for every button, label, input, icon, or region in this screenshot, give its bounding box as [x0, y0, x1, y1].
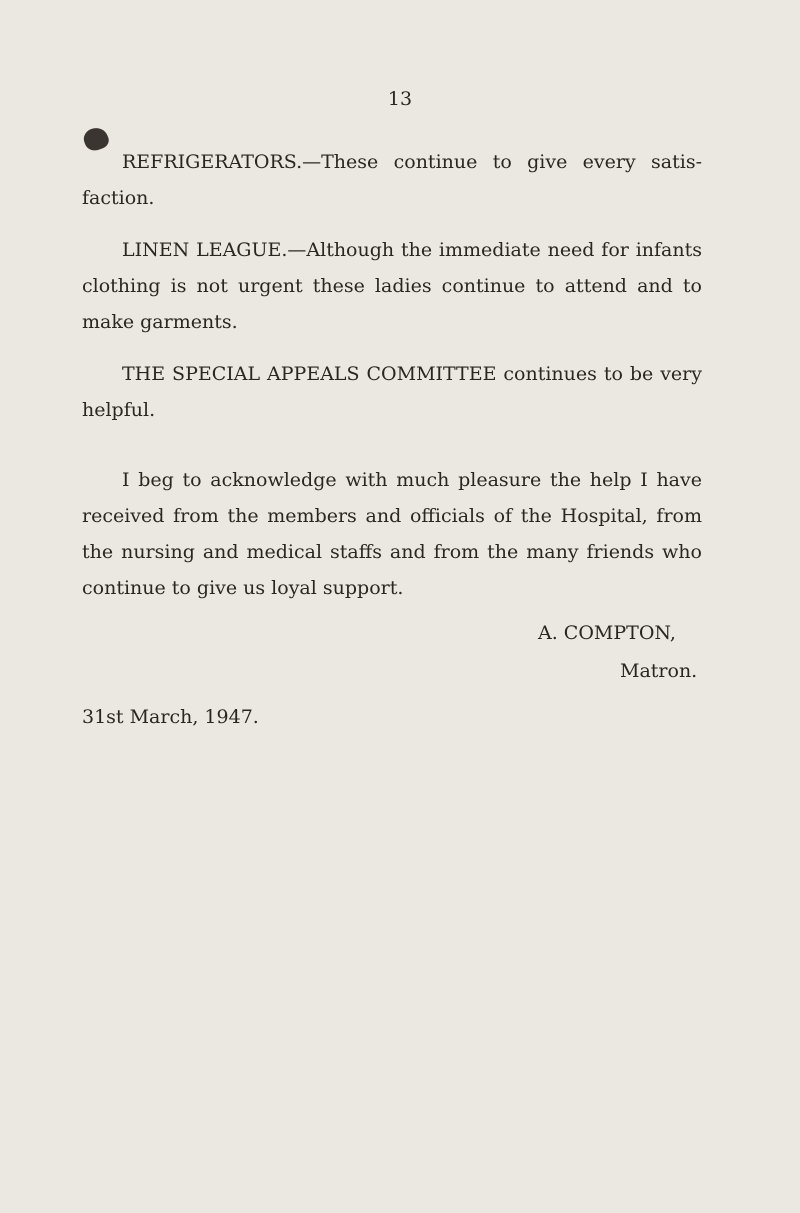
- paragraph-special-appeals: THE SPECIAL APPEALS COMMITTEE continues to be very helpful.: [82, 363, 702, 421]
- paragraph-linen-league: LINEN LEAGUE.—Although the immediate need for infants clothing is not urgent these ladies continue to attend and to make garments.: [82, 239, 702, 333]
- document-date: 31st March, 1947.: [82, 706, 259, 728]
- page-number: 13: [387, 88, 413, 110]
- paragraph-acknowledgement: I beg to acknowledge with much pleasure the help I have received from the members and officials of the Hospital, from the nursing and medical staffs and from the many friends who continue to give us loyal support.: [82, 469, 702, 599]
- signature-title: Matron.: [620, 660, 698, 682]
- signature-name: A. COMPTON,: [538, 622, 676, 644]
- paragraph-refrigerators: REFRIGERATORS.—These continue to give every satis- faction.: [82, 151, 702, 209]
